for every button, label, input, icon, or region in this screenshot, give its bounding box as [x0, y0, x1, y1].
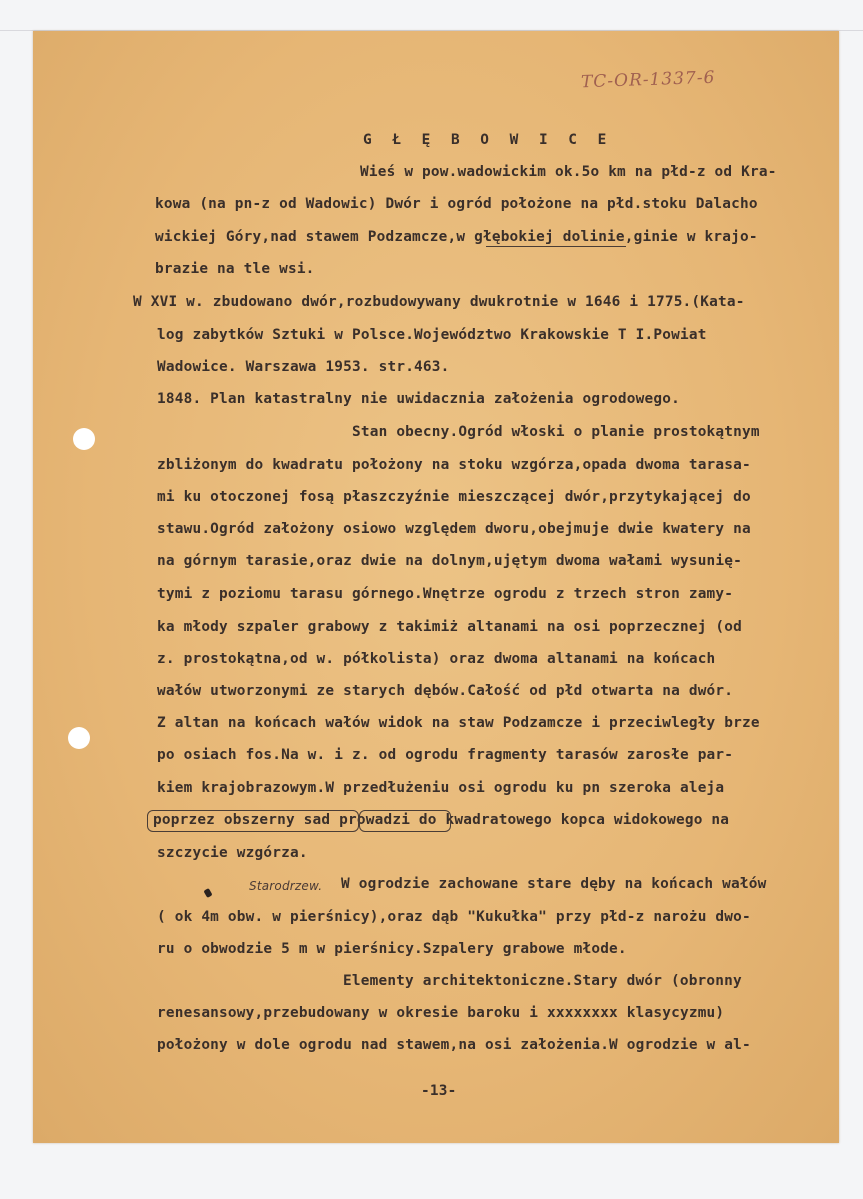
text-line: z. prostokątna,od w. półkolista) oraz dwoma altanami na końcach: [157, 651, 716, 667]
page-number: -13-: [421, 1083, 457, 1099]
text-line: stawu.Ogród założony osiowo względem dworu,obejmuje dwie kwatery na: [157, 521, 751, 537]
punch-hole: [68, 727, 90, 749]
text-line: wałów utworzonymi ze starych dębów.Całość od płd otwarta na dwór.: [157, 683, 734, 699]
text-line: na górnym tarasie,oraz dwie na dolnym,ujętym dwoma wałami wysunię-: [157, 553, 743, 569]
text-line: kiem krajobrazowym.W przedłużeniu osi ogrodu ku pn szeroka aleja: [157, 780, 725, 796]
typed-page: [33, 31, 839, 1143]
text-line: Stan obecny.Ogród włoski o planie prostokątnym: [352, 424, 760, 440]
text-line: Z altan na końcach wałów widok na staw Podzamcze i przeciwległy brze: [157, 715, 760, 731]
punch-hole: [73, 428, 95, 450]
underline-annotation: [486, 246, 626, 247]
handwritten-heading: Starodrzew.: [249, 879, 323, 893]
text-line: W XVI w. zbudowano dwór,rozbudowywany dwukrotnie w 1646 i 1775.(Kata-: [133, 294, 745, 310]
text-line: mi ku otoczonej fosą płaszczyźnie mieszczącej dwór,przytykającej do: [157, 489, 751, 505]
text-line: ru o obwodzie 5 m w pierśnicy.Szpalery grabowe młode.: [157, 941, 627, 957]
text-line: ka młody szpaler grabowy z takimiż altanami na osi poprzecznej (od: [157, 619, 743, 635]
text-line: wickiej Góry,nad stawem Podzamcze,w głębokiej dolinie,ginie w krajo-: [155, 229, 758, 245]
text-line: położony w dole ogrodu nad stawem,na osi założenia.W ogrodzie w al-: [157, 1037, 751, 1053]
text-line: 1848. Plan katastralny nie uwidacznia założenia ogrodowego.: [157, 391, 680, 407]
text-line: tymi z poziomu tarasu górnego.Wnętrze ogrodu z trzech stron zamy-: [157, 586, 734, 602]
archive-signature: TC-OR-1337-6: [580, 67, 716, 93]
text-line: log zabytków Sztuki w Polsce.Województwo Krakowskie T I.Powiat: [157, 327, 707, 343]
text-line: kowa (na pn-z od Wadowic) Dwór i ogród położone na płd.stoku Dalacho: [155, 196, 758, 212]
text-line: po osiach fos.Na w. i z. od ogrodu fragmenty tarasów zarosłe par-: [157, 747, 734, 763]
text-line: poprzez obszerny sad prowadzi do kwadratowego kopca widokowego na: [153, 812, 730, 828]
boxed-word-annotation: [359, 810, 451, 832]
text-line: szczycie wzgórza.: [157, 845, 308, 861]
text-line: Wieś w pow.wadowickim ok.5o km na płd-z od Kra-: [360, 164, 777, 180]
boxed-phrase-annotation: [147, 810, 359, 832]
ink-mark: [203, 888, 212, 898]
text-line: Elementy architektoniczne.Stary dwór (obronny: [343, 973, 742, 989]
text-line: brazie na tle wsi.: [155, 261, 315, 277]
text-line: zbliżonym do kwadratu położony na stoku wzgórza,opada dwoma tarasa-: [157, 457, 751, 473]
text-line: Wadowice. Warszawa 1953. str.463.: [157, 359, 450, 375]
text-line: W ogrodzie zachowane stare dęby na końcach wałów: [341, 876, 767, 892]
text-line: renesansowy,przebudowany w okresie baroku i xxxxxxxx klasycyzmu): [157, 1005, 725, 1021]
page-title: G Ł Ę B O W I C E: [363, 132, 613, 148]
text-line: ( ok 4m obw. w pierśnicy),oraz dąb "Kukułka" przy płd-z narożu dwo-: [157, 909, 751, 925]
